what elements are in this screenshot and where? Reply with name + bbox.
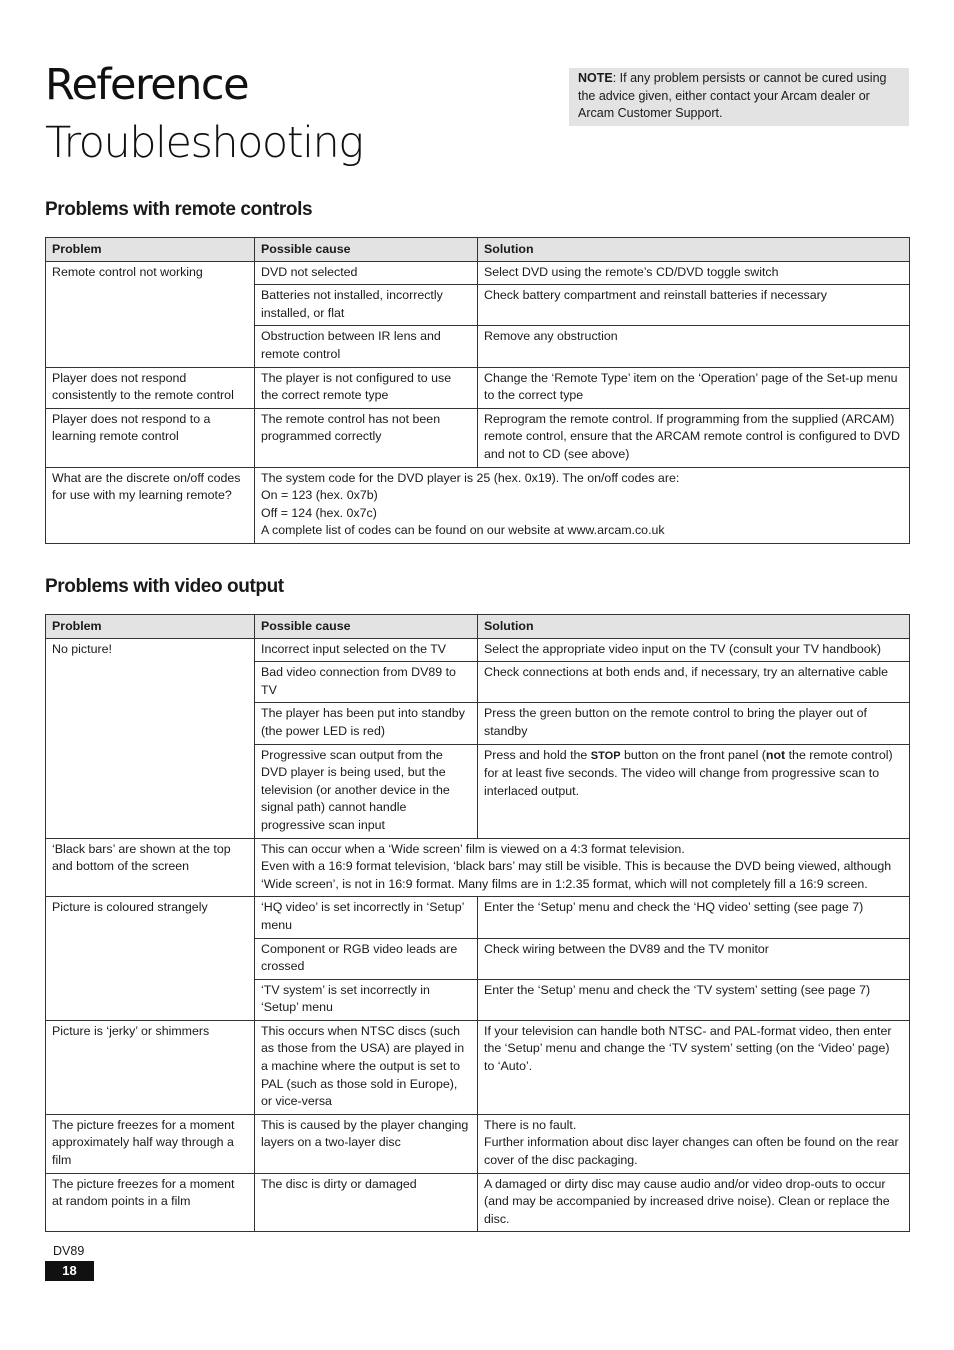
solution-cell: Change the ‘Remote Type’ item on the ‘Operation’ page of the Set-up menu to the correct type	[478, 367, 910, 408]
video-section-heading: Problems with video output	[45, 576, 284, 597]
solution-cell: Enter the ‘Setup’ menu and check the ‘TV system’ setting (see page 7)	[478, 979, 910, 1020]
answer-line: Off = 124 (hex. 0x7c)	[261, 505, 377, 520]
cause-cell: The disc is dirty or damaged	[255, 1173, 478, 1232]
column-header-problem: Problem	[46, 615, 255, 639]
solution-text: button on the front panel (	[620, 747, 766, 762]
solution-cell	[478, 1114, 910, 1173]
solution-cell: Remove any obstruction	[478, 326, 910, 367]
column-header-solution: Solution	[478, 615, 910, 639]
remote-section-heading: Problems with remote controls	[45, 199, 313, 220]
cause-cell: DVD not selected	[255, 261, 478, 285]
cause-cell: Progressive scan output from the DVD player is being used, but the television (or another device in the signal path) cannot handle progressive scan input	[255, 744, 478, 838]
solution-cell: A damaged or dirty disc may cause audio and/or video drop-outs to occur (and may be accompanied by increased drive noise). Clean or replace the disc.	[478, 1173, 910, 1232]
problem-cell: ‘Black bars’ are shown at the top and bottom of the screen	[46, 838, 255, 897]
stop-button-label: STOP	[590, 749, 621, 762]
answer-line: The system code for the DVD player is 25 (hex. 0x19). The on/off codes are:	[261, 470, 680, 485]
problem-cell: The picture freezes for a moment at random points in a film	[46, 1173, 255, 1232]
remote-troubleshooting-table	[45, 237, 910, 544]
answer-line: Even with a 16:9 format television, ‘black bars’ may still be visible. This is because the DVD being viewed, although ‘Wide screen’, is not in 16:9 format. Many films are in 1:2.35 format, which will not completely fill a 16:9 screen.	[261, 859, 892, 891]
solution-cell: Select the appropriate video input on the TV (consult your TV handbook)	[478, 638, 910, 662]
table-row	[46, 1114, 910, 1173]
cause-cell: This is caused by the player changing layers on a two-layer disc	[255, 1114, 478, 1173]
table-row	[46, 638, 910, 662]
cause-cell: The player has been put into standby (the power LED is red)	[255, 703, 478, 744]
cause-cell: Batteries not installed, incorrectly installed, or flat	[255, 285, 478, 326]
cause-cell: The player is not configured to use the correct remote type	[255, 367, 478, 408]
solution-cell: Press the green button on the remote control to bring the player out of standby	[478, 703, 910, 744]
page-subtitle: Troubleshooting	[45, 118, 363, 168]
table-row	[46, 467, 910, 543]
cause-cell: Component or RGB video leads are crossed	[255, 938, 478, 979]
answer-cell	[255, 467, 910, 543]
cause-cell: ‘HQ video’ is set incorrectly in ‘Setup’ menu	[255, 897, 478, 938]
model-name: DV89	[53, 1244, 85, 1258]
column-header-problem: Problem	[46, 238, 255, 262]
solution-cell: Check battery compartment and reinstall batteries if necessary	[478, 285, 910, 326]
solution-cell: Select DVD using the remote’s CD/DVD toggle switch	[478, 261, 910, 285]
note-box	[569, 68, 909, 126]
table-header-row	[46, 615, 910, 639]
table-row	[46, 1173, 910, 1232]
solution-text: the remote control) for at least five seconds. The video will change from progressive scan to interlaced output.	[484, 747, 893, 798]
column-header-cause: Possible cause	[255, 615, 478, 639]
solution-cell: Reprogram the remote control. If programming from the supplied (ARCAM) remote control, ensure that the ARCAM remote control is configured to DVD and not to CD (see above)	[478, 408, 910, 467]
answer-line: A complete list of codes can be found on our website at www.arcam.co.uk	[261, 523, 665, 538]
solution-line: Further information about disc layer changes can often be found on the rear cover of the disc packaging.	[484, 1135, 899, 1168]
problem-cell: What are the discrete on/off codes for use with my learning remote?	[46, 467, 255, 543]
solution-cell	[478, 744, 910, 838]
cause-cell: This occurs when NTSC discs (such as those from the USA) are played in a machine where the output is set to PAL (such as those sold in Europe), or vice-versa	[255, 1020, 478, 1114]
table-row	[46, 261, 910, 285]
table-row	[46, 838, 910, 897]
answer-line: This can occur when a ‘Wide screen’ film is viewed on a 4:3 format television.	[261, 841, 685, 856]
cause-cell: Obstruction between IR lens and remote control	[255, 326, 478, 367]
solution-cell: Enter the ‘Setup’ menu and check the ‘HQ video’ setting (see page 7)	[478, 897, 910, 938]
problem-cell: Picture is ‘jerky’ or shimmers	[46, 1020, 255, 1114]
note-text: : If any problem persists or cannot be cured using the advice given, either contact your Arcam dealer or Arcam Customer Support.	[578, 71, 887, 120]
note-label: NOTE	[578, 71, 613, 85]
problem-cell: Player does not respond to a learning remote control	[46, 408, 255, 467]
table-row	[46, 897, 910, 938]
cause-cell: The remote control has not been programmed correctly	[255, 408, 478, 467]
answer-line: On = 123 (hex. 0x7b)	[261, 488, 378, 503]
problem-cell: The picture freezes for a moment approximately half way through a film	[46, 1114, 255, 1173]
page-number: 18	[45, 1261, 94, 1281]
table-row	[46, 1020, 910, 1114]
cause-cell: Bad video connection from DV89 to TV	[255, 662, 478, 703]
table-header-row	[46, 238, 910, 262]
table-row	[46, 408, 910, 467]
solution-cell: If your television can handle both NTSC- and PAL-format video, then enter the ‘Setup’ menu and change the ‘TV system’ setting (on the ‘Video’ page) to ‘Auto’.	[478, 1020, 910, 1114]
emphasis-text: not	[765, 747, 786, 762]
table-row	[46, 367, 910, 408]
column-header-cause: Possible cause	[255, 238, 478, 262]
cause-cell: ‘TV system’ is set incorrectly in ‘Setup’ menu	[255, 979, 478, 1020]
problem-cell: Remote control not working	[46, 261, 255, 367]
problem-cell: Picture is coloured strangely	[46, 897, 255, 1021]
video-troubleshooting-table	[45, 614, 910, 1232]
page-title: Reference	[45, 60, 249, 110]
answer-cell	[255, 838, 910, 897]
solution-line: There is no fault.	[484, 1117, 577, 1132]
page-footer	[45, 1242, 94, 1281]
column-header-solution: Solution	[478, 238, 910, 262]
solution-cell: Check connections at both ends and, if necessary, try an alternative cable	[478, 662, 910, 703]
solution-text: Press and hold the	[484, 747, 591, 762]
problem-cell: No picture!	[46, 638, 255, 838]
problem-cell: Player does not respond consistently to the remote control	[46, 367, 255, 408]
solution-cell: Check wiring between the DV89 and the TV monitor	[478, 938, 910, 979]
cause-cell: Incorrect input selected on the TV	[255, 638, 478, 662]
